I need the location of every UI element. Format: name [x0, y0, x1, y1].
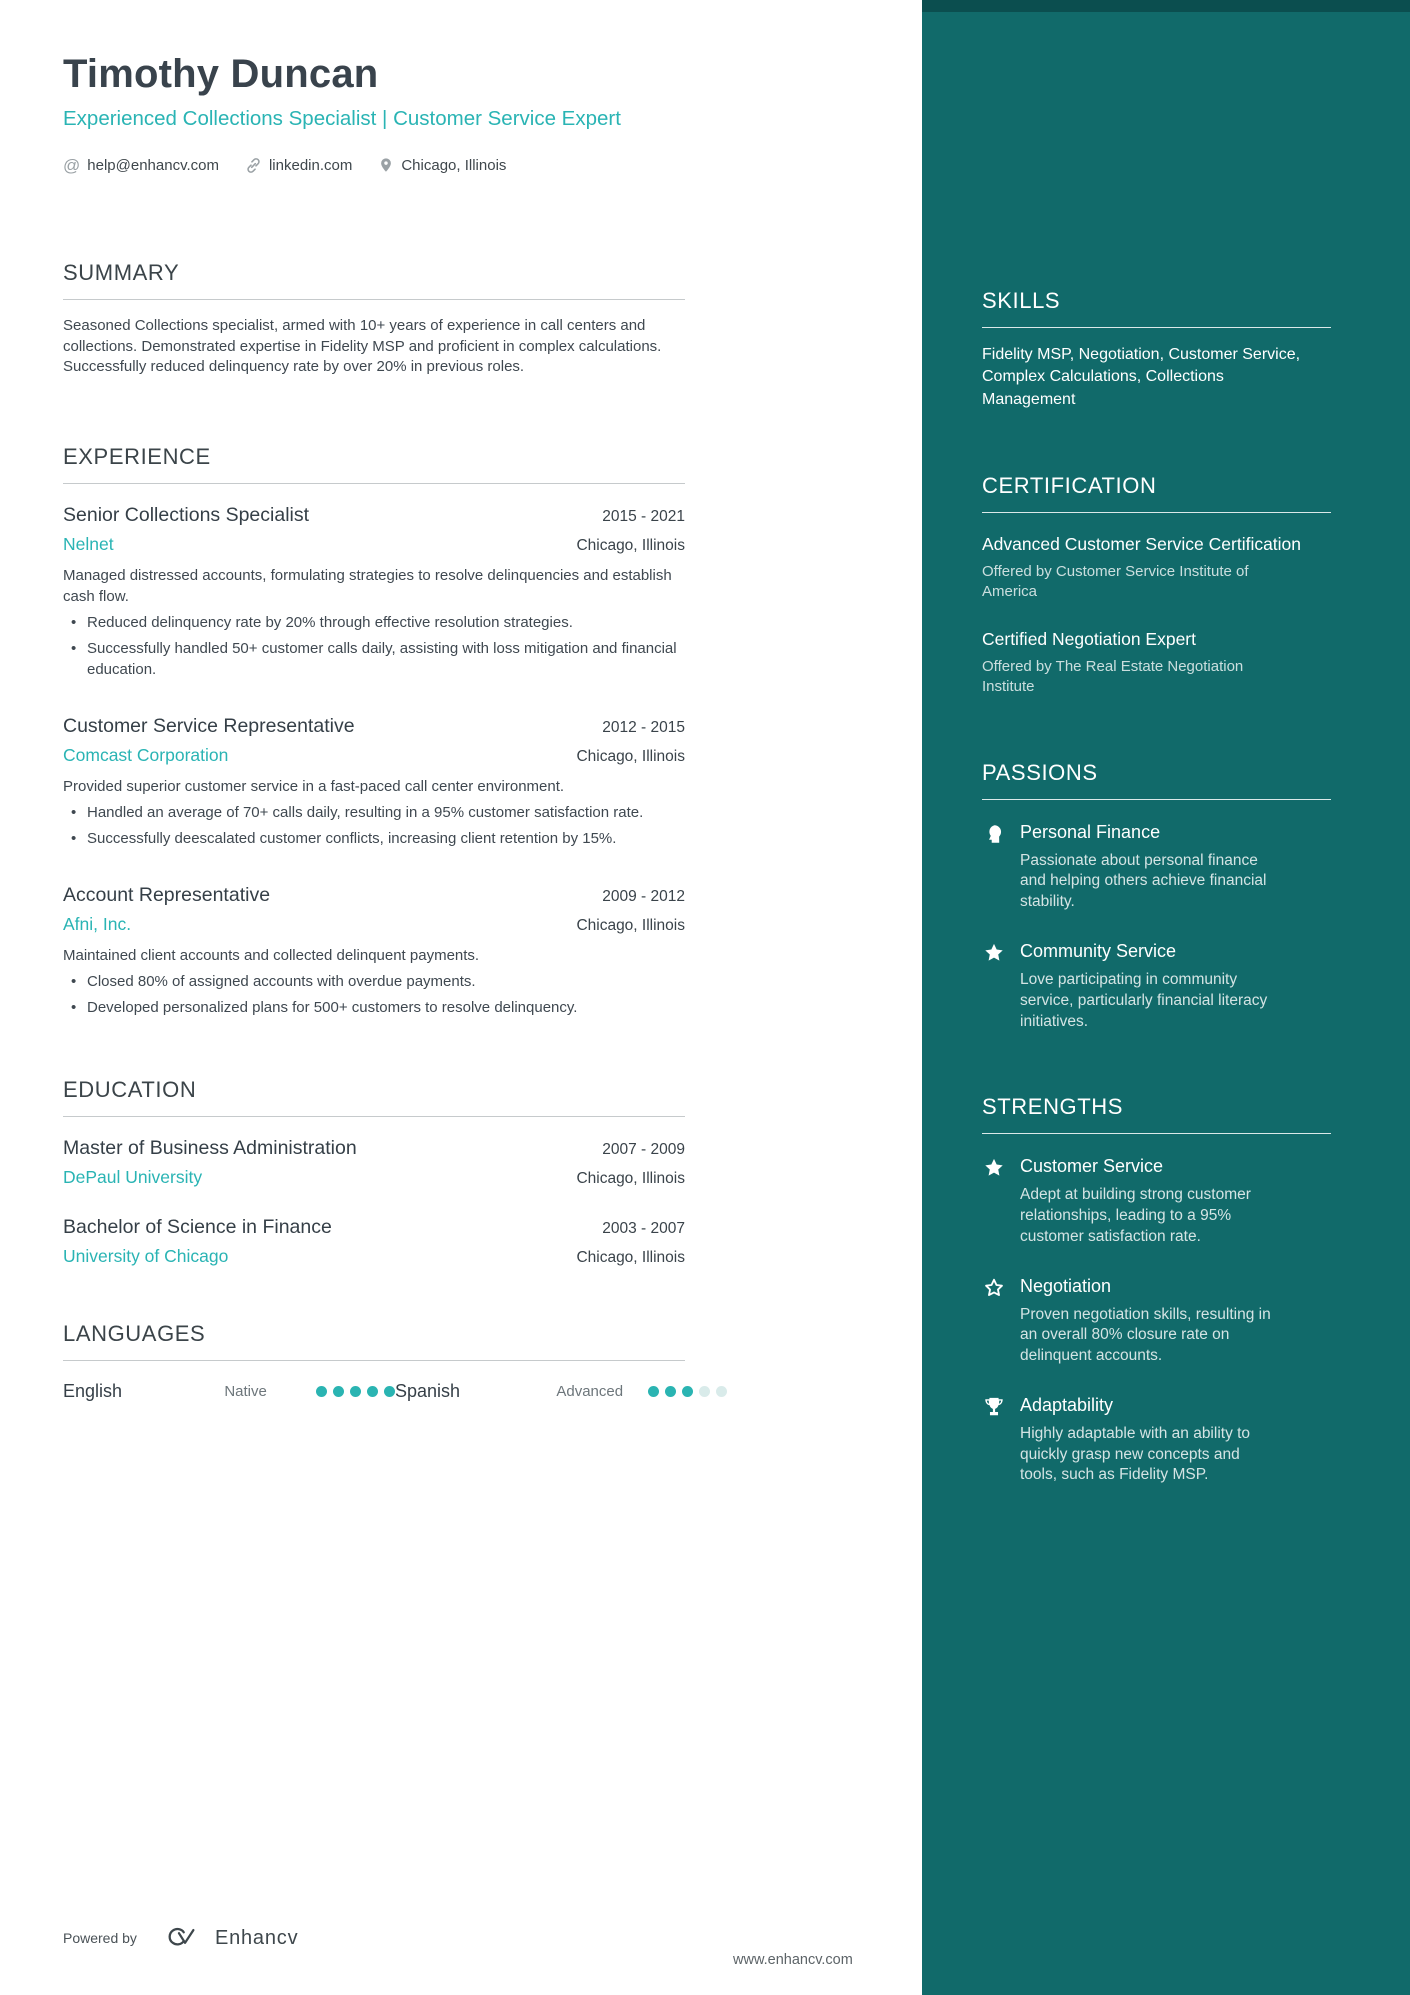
language-level-label: Native [224, 1382, 267, 1400]
contact-link-text[interactable]: linkedin.com [268, 156, 353, 174]
contact-email-text[interactable]: help@enhancv.com [87, 156, 219, 174]
trophy-icon [982, 1395, 1006, 1486]
job-description: Maintained client accounts and collected delinquent payments. [63, 946, 480, 964]
job-title: Account Representative [63, 883, 271, 906]
skills-list: Fidelity MSP, Negotiation, Customer Service, Complex Calculations, Collections Management [982, 346, 1301, 408]
strength-title: Customer Service [1020, 1156, 1164, 1177]
education-entry [63, 1216, 685, 1267]
strengths-heading: STRENGTHS [982, 1094, 1331, 1134]
job-location: Chicago, Illinois [576, 747, 685, 765]
job-dates: 2009 - 2012 [602, 887, 685, 905]
degree-dates: 2003 - 2007 [602, 1219, 685, 1237]
job-dates: 2015 - 2021 [602, 508, 685, 526]
language-item [395, 1381, 727, 1402]
strength-text: Proven negotiation skills, resulting in an overall 80% closure rate on delinquent accounts. [1020, 1305, 1271, 1365]
degree-dates: 2007 - 2009 [602, 1140, 685, 1158]
website-link[interactable]: www.enhancv.com [733, 1952, 853, 1968]
degree-title: Bachelor of Science in Finance [63, 1215, 332, 1238]
powered-by-label: Powered by [63, 1930, 137, 1946]
job-bullet: • Closed 80% of assigned accounts with overdue payments. [87, 972, 685, 993]
job-description: Provided superior customer service in a fast-paced call center environment. [63, 777, 565, 795]
language-name: Spanish [395, 1380, 461, 1401]
certification-heading: CERTIFICATION [982, 473, 1331, 513]
experience-entry [63, 884, 685, 1019]
job-bullets [63, 972, 685, 1018]
main-column [63, 0, 685, 1402]
certification-item [982, 628, 1331, 697]
strength-item [982, 1395, 1331, 1486]
language-item [63, 1381, 395, 1402]
location-pin-icon [378, 156, 394, 174]
contact-location [378, 156, 506, 174]
certification-issuer: Offered by The Real Estate Negotiation Institute [982, 658, 1244, 696]
job-title: Senior Collections Specialist [63, 504, 310, 527]
head-icon [982, 822, 1006, 913]
language-proficiency-dots [316, 1386, 395, 1397]
job-description: Managed distressed accounts, formulating strategies to resolve delinquencies and establish cash flow. [63, 567, 672, 605]
certification-item [982, 533, 1331, 602]
degree-title: Master of Business Administration [63, 1136, 357, 1159]
experience-section [63, 444, 685, 1019]
experience-entry [63, 715, 685, 850]
job-bullet: • Handled an average of 70+ calls daily, resulting in a 95% customer satisfaction rate. [87, 803, 685, 824]
candidate-name: Timothy Duncan [63, 52, 379, 96]
candidate-headline: Experienced Collections Specialist | Customer Service Expert [63, 107, 621, 130]
certification-section [982, 473, 1331, 698]
job-bullet: • Developed personalized plans for 500+ customers to resolve delinquency. [87, 998, 685, 1019]
certification-issuer: Offered by Customer Service Institute of America [982, 562, 1249, 601]
language-name: English [63, 1380, 123, 1401]
strength-item [982, 1156, 1331, 1247]
link-icon [245, 157, 262, 174]
star-filled-icon [982, 1156, 1006, 1247]
strength-item [982, 1276, 1331, 1367]
summary-text: Seasoned Collections specialist, armed with 10+ years of experience in call centers and collections. Demonstrated expertise in Fidelity MSP and proficient in complex calculations. Successfully reduced delinquency rate by over 20% in previous roles. [63, 317, 662, 376]
contact-email[interactable] [63, 157, 219, 174]
footer [63, 1924, 298, 1952]
passion-item [982, 822, 1331, 913]
languages-section [63, 1321, 685, 1402]
star-icon [982, 941, 1006, 1032]
sidebar-top-strip [922, 0, 1410, 12]
strength-text: Adept at building strong customer relationships, leading to a 95% customer satisfaction rate. [1020, 1186, 1251, 1245]
education-section [63, 1077, 685, 1267]
company-link[interactable]: Afni, Inc. [63, 913, 132, 934]
job-title: Customer Service Representative [63, 714, 355, 737]
job-location: Chicago, Illinois [576, 537, 685, 555]
languages-heading: LANGUAGES [63, 1321, 685, 1361]
certification-title: Certified Negotiation Expert [982, 629, 1196, 650]
school-link[interactable]: DePaul University [63, 1166, 203, 1187]
education-heading: EDUCATION [63, 1077, 685, 1117]
company-link[interactable]: Comcast Corporation [63, 744, 229, 765]
passions-heading: PASSIONS [982, 760, 1331, 800]
summary-heading: SUMMARY [63, 260, 685, 300]
star-outline-icon [982, 1276, 1006, 1367]
strength-title: Negotiation [1020, 1275, 1112, 1296]
at-icon: @ [63, 155, 81, 175]
job-dates: 2012 - 2015 [602, 718, 685, 736]
language-proficiency-dots [648, 1386, 727, 1397]
job-bullets [63, 803, 685, 849]
skills-heading: SKILLS [982, 288, 1331, 328]
contact-link[interactable] [245, 157, 352, 174]
skills-section [982, 288, 1331, 411]
company-link[interactable]: Nelnet [63, 534, 114, 555]
passion-item [982, 941, 1331, 1032]
experience-heading: EXPERIENCE [63, 444, 685, 484]
language-level-label: Advanced [556, 1382, 624, 1400]
job-bullet: • Successfully handled 50+ customer calls daily, assisting with loss mitigation and financial education. [87, 639, 685, 680]
passion-text: Passionate about personal finance and helping others achieve financial stability. [1020, 851, 1267, 911]
contact-row [63, 156, 685, 174]
passion-title: Community Service [1020, 940, 1177, 961]
strength-text: Highly adaptable with an ability to quickly grasp new concepts and tools, such as Fidelity MSP. [1020, 1424, 1251, 1484]
certification-title: Advanced Customer Service Certification [982, 534, 1302, 555]
languages-row [63, 1381, 685, 1402]
education-entry [63, 1137, 685, 1188]
strengths-section [982, 1094, 1331, 1486]
job-bullet: • Successfully deescalated customer conflicts, increasing client retention by 15%. [87, 829, 685, 850]
job-location: Chicago, Illinois [576, 916, 685, 934]
enhancv-wordmark: Enhancv [214, 1926, 299, 1949]
degree-location: Chicago, Illinois [576, 1248, 685, 1266]
job-bullets [63, 613, 685, 680]
strength-title: Adaptability [1020, 1394, 1114, 1415]
sidebar [922, 0, 1410, 1995]
enhancv-logo-icon [161, 1924, 203, 1952]
degree-location: Chicago, Illinois [576, 1169, 685, 1187]
passion-text: Love participating in community service, particularly financial literacy initiatives. [1020, 970, 1268, 1030]
school-link[interactable]: University of Chicago [63, 1245, 229, 1266]
summary-section [63, 260, 685, 378]
passion-title: Personal Finance [1020, 821, 1161, 842]
job-bullet: • Reduced delinquency rate by 20% through effective resolution strategies. [87, 613, 685, 634]
passions-section [982, 760, 1331, 1033]
experience-entry [63, 504, 685, 680]
contact-location-text: Chicago, Illinois [401, 156, 507, 174]
